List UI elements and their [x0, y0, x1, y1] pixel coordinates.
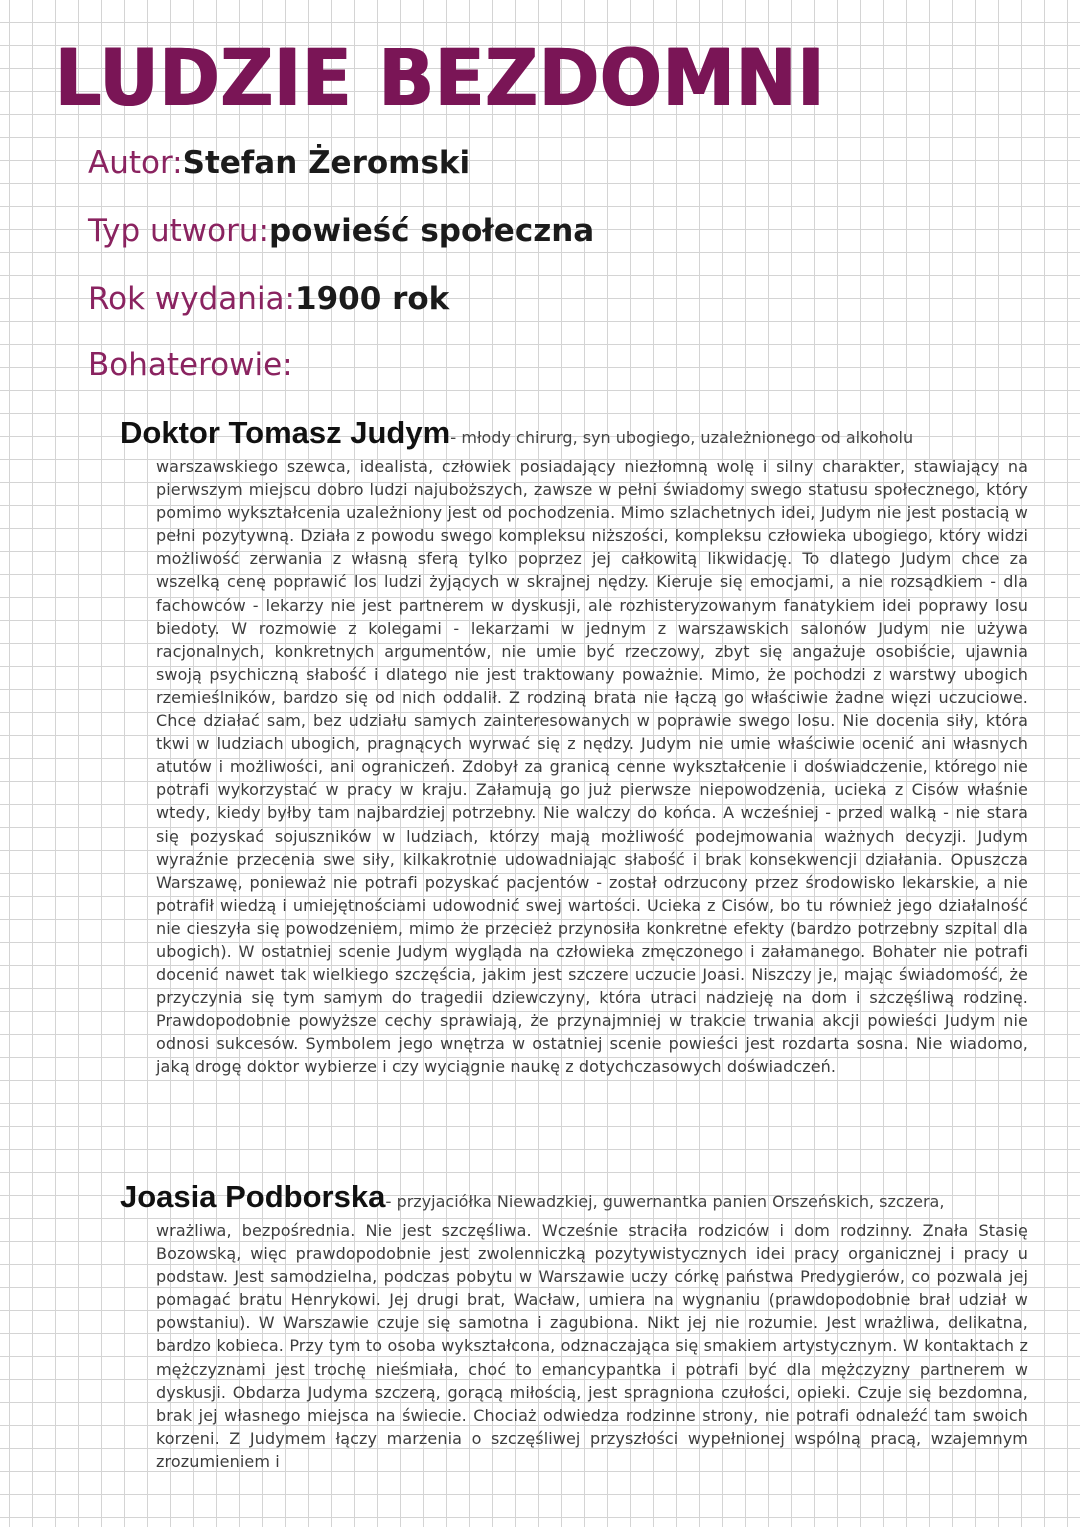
author-value: Stefan Żeromski — [182, 145, 471, 181]
year-row — [88, 281, 450, 317]
author-row — [88, 145, 471, 181]
type-label: Typ utworu: — [88, 213, 269, 249]
character-intro: młody chirurg, syn ubogiego, uzależnionego od alkoholu — [456, 428, 914, 447]
character-name: Joasia Podborska — [120, 1179, 386, 1214]
characters-heading — [88, 347, 293, 383]
type-row — [88, 213, 595, 249]
character-intro: przyjaciółka Niewadzkiej, guwernantka panien Orszeńskich, szczera, — [391, 1192, 945, 1211]
character-description: wrażliwa, bezpośrednia. Nie jest szczęśliwa. Wcześnie straciła rodziców i dom rodzinny. Znała Stasię Bozowską, więc prawdopodobnie jest zwolenniczką pozytywistycznych idei pracy organicznej i pracy u podstaw. Jest samodzielna, podczas pobytu w Warszawie uczy córkę państwa Predygierów, co pozwala jej pomagać bratu Henrykowi. Jej drugi brat, Wacław, umiera na wygnaniu (prawdopodobnie brał udział w powstaniu). W Warszawie czuje się samotna i zagubiona. Nikt jej nie rozumie. Jest wrażliwa, delikatna, bardzo kobieca. Przy tym to osoba wykształcona, odznaczająca się smakiem artystycznym. W kontaktach z mężczyznami jest trochę nieśmiała, choć to emancypantka i potrafi być dla mężczyzny partnerem w dyskusji. Obdarza Judyma szczerą, gorącą miłością, jest spragniona czułości, opieki. Czuje się bezdomna, brak jej własnego miejsca na świecie. Chociaż odwiedza rodzinne strony, nie potrafi odnaleźć tam swoich korzeni. Z Judymem łączy marzenia o szczęśliwej przyszłości wypełnionej wspólną pracą, wzajemnym zrozumieniem i — [156, 1221, 1028, 1471]
character-name: Doktor Tomasz Judym — [120, 415, 451, 450]
character-dash: - — [385, 1192, 392, 1212]
year-value: 1900 rok — [295, 281, 450, 317]
author-label: Autor: — [88, 145, 183, 181]
character-joasia — [120, 1180, 1028, 1473]
character-dash: - — [450, 428, 457, 448]
characters-heading-text: Bohaterowie: — [88, 347, 293, 383]
type-value: powieść społeczna — [268, 213, 595, 249]
character-header — [120, 416, 1028, 455]
character-description: warszawskiego szewca, idealista, człowiek posiadający niezłomną wolę i silny charakter, stawiający na pierwszym miejscu dobro ludzi najuboższych, zawsze w pełni świadomy swego statusu społecznego, który pomimo wykształcenia uzależniony jest od pochodzenia. Mimo szlachetnych idei, Judym nie jest postacią w pełni pozytywną. Działa z powodu swego kompleksu niższości, kompleksu człowieka ubogiego, który widzi możliwość zerwania z własną sferą tylko poprzez jej całkowitą likwidację. To dlatego Judym chce za wszelką cenę poprawić los ludzi żyjących w skrajnej nędzy. Kieruje się emocjami, a nie rozsądkiem - dla fachowców - lekarzy nie jest partnerem w dyskusji, ale rozhisteryzowanym fanatykiem idei poprawy losu biedoty. W rozmowie z kolegami - lekarzami w jednym z warszawskich salonów Judym nie używa racjonalnych, konkretnych argumentów, nie umie być rzeczowy, zbyt się angażuje osobiście, ujawnia swoją psychiczną słabość i dlatego nie jest traktowany poważnie. Mimo, że pochodzi z warstwy ubogich rzemieślników, bardzo się od nich oddalił. Z rodziną brata nie łączą go właściwie żadne więzi uczuciowe. Chce działać sam, bez udziału samych zainteresowanych w poprawie swego losu. Nie docenia siły, która tkwi w ludziach ubogich, pragnących wyrwać się z nędzy. Judym nie umie właściwie ocenić ani własnych atutów i możliwości, ani ograniczeń. Zdobył za granicą cenne wykształcenie i doświadczenie, którego nie potrafi wykorzystać w pracy w kraju. Załamują go już pierwsze niepowodzenia, ucieka z Cisów właśnie wtedy, kiedy byłby tam najbardziej potrzebny. Nie walczy do końca. A wcześniej - przed walką - nie stara się pozyskać sojuszników w ludziach, którzy mają możliwość podejmowania ważnych decyzji. Judym wyraźnie przecenia swe siły, kilkakrotnie udowadniając słabość i brak konsekwencji działania. Opuszcza Warszawę, ponieważ nie potrafi pozyskać pacjentów - został odrzucony przez środowisko lekarskie, a nie potrafił wiedzą i umiejętnościami udowodnić swej wartości. Ucieka z Cisów, bo tu również jego działalność nie cieszyła się powodzeniem, mimo że przecież przynosiła konkretne efekty (bardzo potrzebny szpital dla ubogich). W ostatniej scenie Judym wygląda na człowieka zmęczonego i załamanego. Bohater nie potrafi docenić nawet tak wielkiego szczęścia, jakim jest szczere uczucie Joasi. Niszczy je, mając świadomość, że przyczynia się tym samym do tragedii dziewczyny, która utraci nadzieję na dom i szczęśliwą rodzinę. Prawdopodobnie powyższe cechy sprawiają, że przynajmniej w trakcie trwania akcji powieści Judym nie odnosi sukcesów. Symbolem jego wnętrza w ostatniej scenie powieści jest rozdarta sosna. Nie wiadomo, jaką drogę doktor wybierze i czy wyciągnie naukę z dotychczasowych doświadczeń. — [156, 457, 1028, 1077]
character-header — [120, 1180, 1028, 1219]
year-label: Rok wydania: — [88, 281, 295, 317]
character-judym — [120, 416, 1028, 1079]
page-title: LUDZIE BEZDOMNI — [55, 34, 826, 124]
